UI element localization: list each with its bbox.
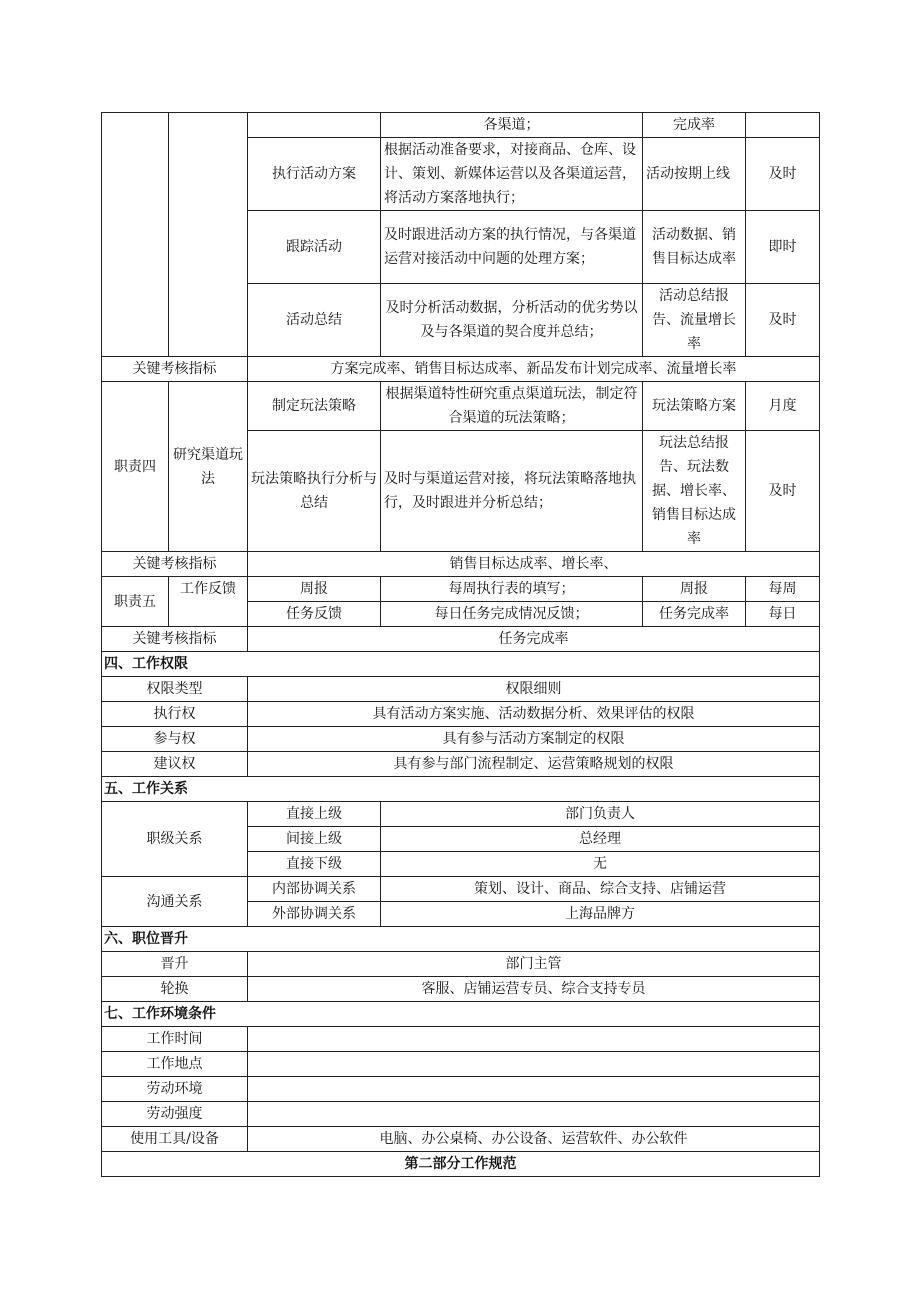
task-freq-cell: 及时	[746, 431, 820, 552]
relation-row	[102, 877, 820, 902]
task-output-cell: 任务完成率	[643, 602, 746, 627]
promotion-key: 轮换	[102, 977, 248, 1002]
task-name-cell: 任务反馈	[248, 602, 381, 627]
kpi-row	[102, 357, 820, 382]
permission-detail: 具有参与活动方案制定的权限	[248, 727, 820, 752]
promotion-value: 部门主管	[248, 952, 820, 977]
level-relation-label: 职级关系	[102, 802, 248, 877]
task-output-cell: 玩法策略方案	[643, 382, 746, 431]
relation-value: 上海品牌方	[381, 902, 820, 927]
duty4-task-row	[102, 382, 820, 431]
task-freq-cell: 月度	[746, 382, 820, 431]
task-desc-cell: 每日任务完成情况反馈；	[381, 602, 643, 627]
permission-detail: 具有活动方案实施、活动数据分析、效果评估的权限	[248, 702, 820, 727]
job-description-table	[101, 112, 820, 1177]
permission-row	[102, 702, 820, 727]
kpi-value: 销售目标达成率、增长率、	[248, 552, 820, 577]
environment-value	[248, 1027, 820, 1052]
task-name-cell	[248, 113, 381, 138]
environment-row	[102, 1077, 820, 1102]
permission-type: 参与权	[102, 727, 248, 752]
relation-key: 外部协调关系	[248, 902, 381, 927]
task-name-cell: 跟踪活动	[248, 211, 381, 284]
kpi-label: 关键考核指标	[102, 627, 248, 652]
section5-heading-row	[102, 777, 820, 802]
task-freq-cell	[746, 113, 820, 138]
promotion-row	[102, 977, 820, 1002]
promotion-value: 客服、店铺运营专员、综合支持专员	[248, 977, 820, 1002]
permission-header-row	[102, 677, 820, 702]
relation-value: 无	[381, 852, 820, 877]
environment-row	[102, 1102, 820, 1127]
relation-key: 直接下级	[248, 852, 381, 877]
duty4-label: 职责四	[102, 382, 169, 552]
section7-heading-row	[102, 1002, 820, 1027]
duty5-label: 职责五	[102, 577, 169, 627]
job-description-document	[101, 112, 819, 1177]
environment-key: 使用工具/设备	[102, 1127, 248, 1152]
environment-key: 劳动强度	[102, 1102, 248, 1127]
environment-row	[102, 1027, 820, 1052]
relation-key: 内部协调关系	[248, 877, 381, 902]
environment-value: 电脑、办公桌椅、办公设备、运营软件、办公软件	[248, 1127, 820, 1152]
permission-detail-header: 权限细则	[248, 677, 820, 702]
task-freq-cell: 即时	[746, 211, 820, 284]
task-output-cell: 活动数据、销售目标达成率	[643, 211, 746, 284]
relation-key: 直接上级	[248, 802, 381, 827]
kpi-row	[102, 552, 820, 577]
task-freq-cell: 每周	[746, 577, 820, 602]
task-output-cell: 活动按期上线	[643, 138, 746, 211]
kpi-value: 任务完成率	[248, 627, 820, 652]
task-desc-cell: 根据渠道特性研究重点渠道玩法，制定符合渠道的玩法策略；	[381, 382, 643, 431]
kpi-label: 关键考核指标	[102, 357, 248, 382]
environment-key: 工作时间	[102, 1027, 248, 1052]
relation-key: 间接上级	[248, 827, 381, 852]
relation-row	[102, 802, 820, 827]
duty4-area: 研究渠道玩法	[169, 382, 248, 552]
task-name-cell: 制定玩法策略	[248, 382, 381, 431]
environment-value	[248, 1052, 820, 1077]
duty-label-cell	[102, 113, 169, 357]
task-output-cell: 周报	[643, 577, 746, 602]
section4-heading-row	[102, 652, 820, 677]
task-freq-cell: 及时	[746, 284, 820, 357]
task-desc-cell: 每周执行表的填写；	[381, 577, 643, 602]
task-output-cell: 玩法总结报告、玩法数据、增长率、销售目标达成率	[643, 431, 746, 552]
task-name-cell: 执行活动方案	[248, 138, 381, 211]
section6-heading-row	[102, 927, 820, 952]
environment-value	[248, 1077, 820, 1102]
promotion-row	[102, 952, 820, 977]
task-name-cell: 玩法策略执行分析与总结	[248, 431, 381, 552]
relation-value: 总经理	[381, 827, 820, 852]
environment-row	[102, 1127, 820, 1152]
promotion-key: 晋升	[102, 952, 248, 977]
duty5-area: 工作反馈	[169, 577, 248, 627]
task-name-cell: 周报	[248, 577, 381, 602]
permission-type-header: 权限类型	[102, 677, 248, 702]
kpi-value: 方案完成率、销售目标达成率、新品发布计划完成率、流量增长率	[248, 357, 820, 382]
environment-row	[102, 1052, 820, 1077]
task-desc-cell: 及时跟进活动方案的执行情况，与各渠道运营对接活动中问题的处理方案；	[381, 211, 643, 284]
task-name-cell: 活动总结	[248, 284, 381, 357]
permission-row	[102, 752, 820, 777]
part2-row	[102, 1152, 820, 1177]
relation-value: 部门负责人	[381, 802, 820, 827]
part2-title: 第二部分工作规范	[102, 1152, 820, 1177]
duty-continuation-row	[102, 113, 820, 138]
task-desc-cell: 及时分析活动数据，分析活动的优劣势以及与各渠道的契合度并总结；	[381, 284, 643, 357]
task-desc-cell: 及时与渠道运营对接，将玩法策略落地执行，及时跟进并分析总结；	[381, 431, 643, 552]
permission-type: 执行权	[102, 702, 248, 727]
kpi-row	[102, 627, 820, 652]
task-output-cell: 活动总结报告、流量增长率	[643, 284, 746, 357]
kpi-label: 关键考核指标	[102, 552, 248, 577]
section6-title: 六、职位晋升	[102, 927, 820, 952]
environment-key: 工作地点	[102, 1052, 248, 1077]
permission-row	[102, 727, 820, 752]
environment-value	[248, 1102, 820, 1127]
environment-key: 劳动环境	[102, 1077, 248, 1102]
duty5-task-row	[102, 577, 820, 602]
task-freq-cell: 每日	[746, 602, 820, 627]
task-desc-cell: 根据活动准备要求，对接商品、仓库、设计、策划、新媒体运营以及各渠道运营，将活动方案落地执行；	[381, 138, 643, 211]
task-desc-cell: 各渠道；	[381, 113, 643, 138]
section7-title: 七、工作环境条件	[102, 1002, 820, 1027]
permission-detail: 具有参与部门流程制定、运营策略规划的权限	[248, 752, 820, 777]
section5-title: 五、工作关系	[102, 777, 820, 802]
task-output-cell: 完成率	[643, 113, 746, 138]
relation-value: 策划、设计、商品、综合支持、店铺运营	[381, 877, 820, 902]
comm-relation-label: 沟通关系	[102, 877, 248, 927]
duty-area-cell	[169, 113, 248, 357]
permission-type: 建议权	[102, 752, 248, 777]
task-freq-cell: 及时	[746, 138, 820, 211]
section4-title: 四、工作权限	[102, 652, 820, 677]
